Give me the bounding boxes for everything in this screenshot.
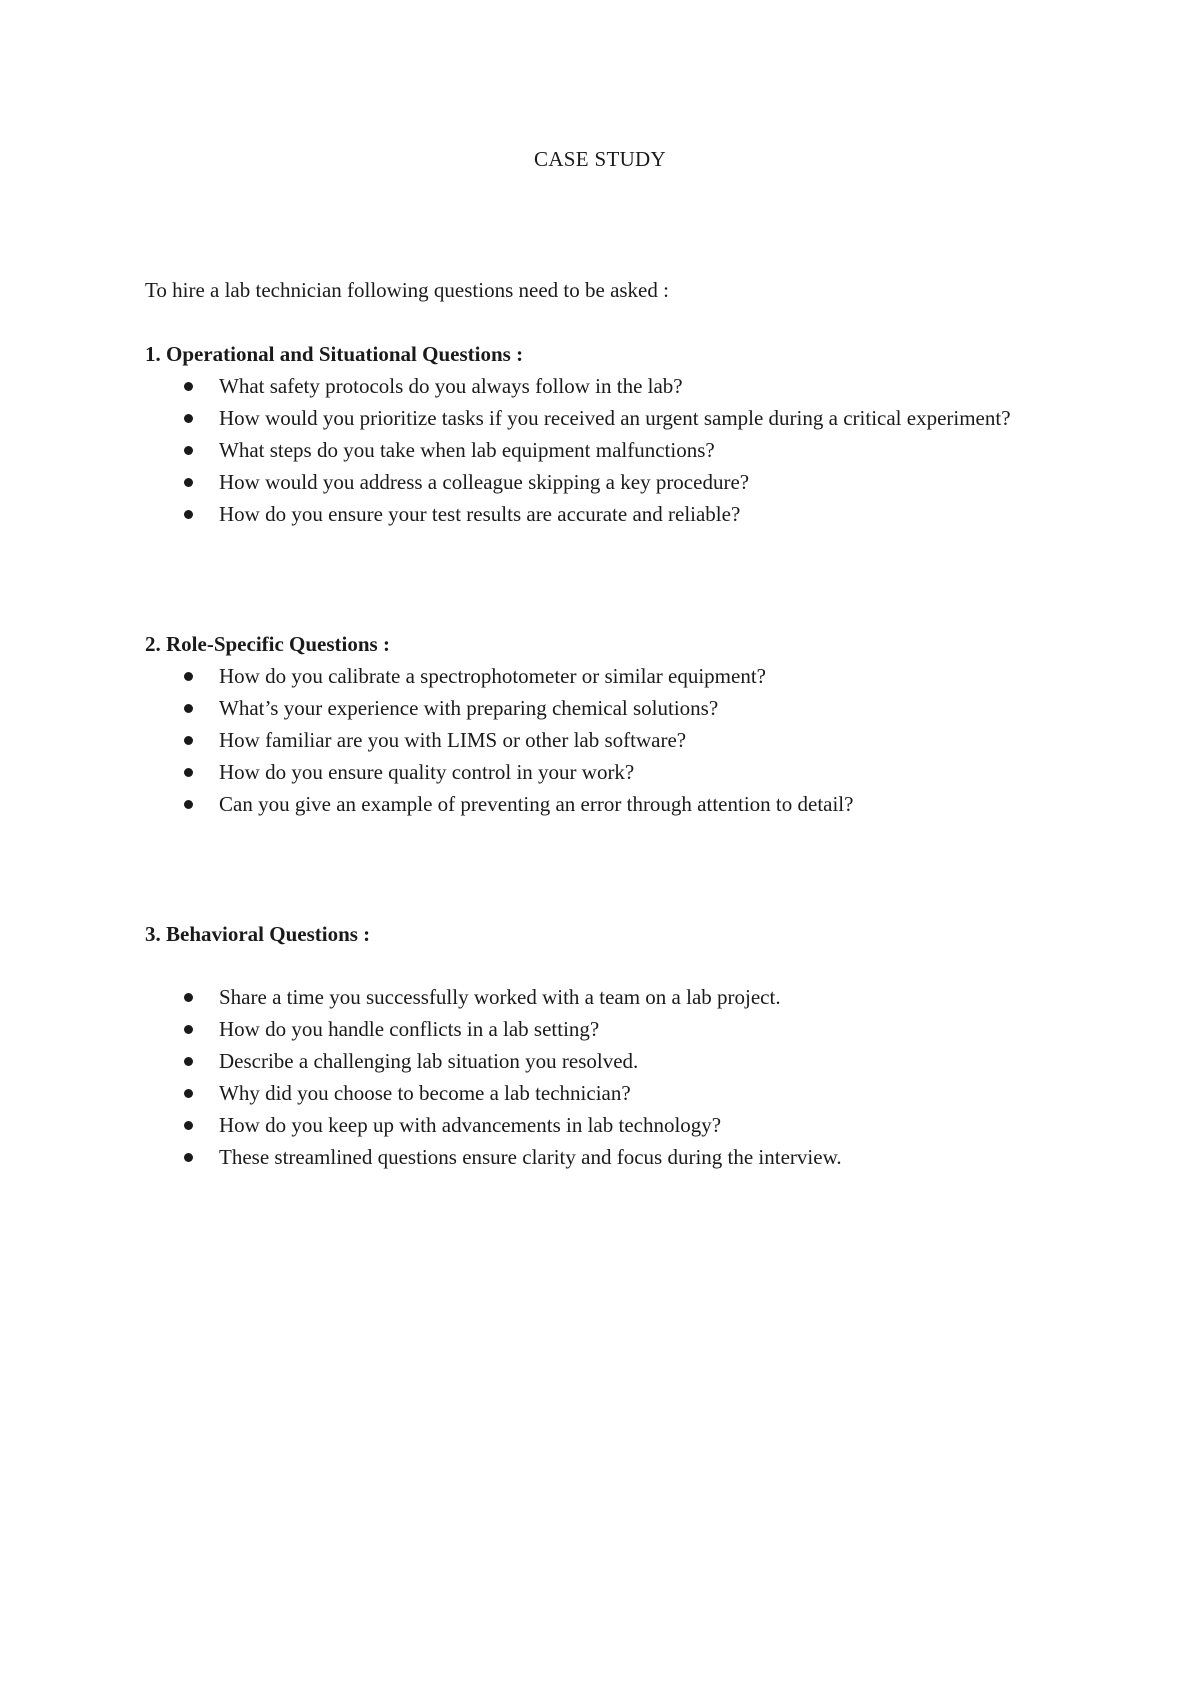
list-item: Describe a challenging lab situation you resolved. xyxy=(145,1045,1045,1077)
list-item: How would you address a colleague skipping a key procedure? xyxy=(145,466,1045,498)
list-item: How would you prioritize tasks if you received an urgent sample during a critical experiment? xyxy=(145,402,1045,434)
list-item: How do you handle conflicts in a lab setting? xyxy=(145,1013,1045,1045)
list-item: How do you keep up with advancements in lab technology? xyxy=(145,1109,1045,1141)
spacer xyxy=(145,950,1045,981)
bullet-list xyxy=(145,370,1045,530)
section-behavioral xyxy=(145,918,1045,1173)
section-role-specific xyxy=(145,628,1045,820)
page-title: CASE STUDY xyxy=(534,147,666,171)
list-item: How do you ensure quality control in your work? xyxy=(145,756,1045,788)
list-item: How do you calibrate a spectrophotometer or similar equipment? xyxy=(145,660,1045,692)
list-item: What steps do you take when lab equipment malfunctions? xyxy=(145,434,1045,466)
list-item: Why did you choose to become a lab technician? xyxy=(145,1077,1045,1109)
list-item: Share a time you successfully worked with a team on a lab project. xyxy=(145,981,1045,1013)
section-heading: 3. Behavioral Questions : xyxy=(145,922,371,946)
list-item: Can you give an example of preventing an error through attention to detail? xyxy=(145,788,1045,820)
list-item: What safety protocols do you always follow in the lab? xyxy=(145,370,1045,402)
list-item: How familiar are you with LIMS or other lab software? xyxy=(145,724,1045,756)
bullet-list xyxy=(145,981,1045,1173)
list-item: What’s your experience with preparing chemical solutions? xyxy=(145,692,1045,724)
section-operational xyxy=(145,338,1045,530)
section-heading: 2. Role-Specific Questions : xyxy=(145,632,390,656)
list-item: These streamlined questions ensure clarity and focus during the interview. xyxy=(145,1141,1045,1173)
section-heading: 1. Operational and Situational Questions : xyxy=(145,342,524,366)
list-item: How do you ensure your test results are accurate and reliable? xyxy=(145,498,1045,530)
bullet-list xyxy=(145,660,1045,820)
intro-paragraph: To hire a lab technician following questions need to be asked : xyxy=(145,278,669,302)
